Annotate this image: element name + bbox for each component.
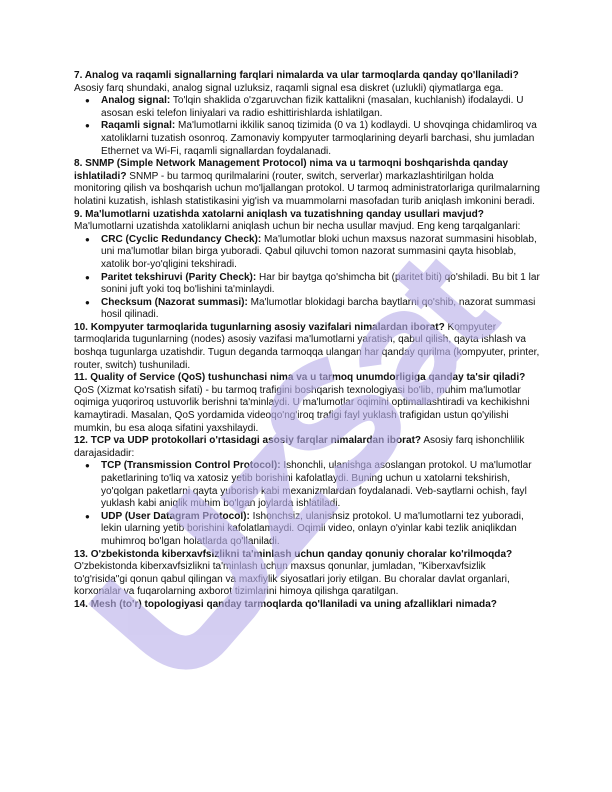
question-13-text: O'zbekistonda kiberxavfsizlikni ta'minlash uchun maxsus qonunlar, jumladan, "Kiberxavfsizlik to'g'risida"gi qonun qabul qilingan va maxfiylik siyosatlari joriy etilgan. Bu choralar davlat organlari, korxonalar va fuqarolarning axborot tizimlarini himoya qilishga qaratilgan. bbox=[74, 561, 510, 598]
question-10-title: 10. Kompyuter tarmoqlarida tugunlarning asosiy vazifalari nimalardan iborat? bbox=[74, 321, 445, 333]
list-item bbox=[101, 272, 540, 297]
list-item-term: Raqamli signal: bbox=[101, 120, 176, 132]
question-12-text: Asosiy farq ishonchlilik darajasidadir: bbox=[74, 435, 525, 459]
list-item-text: To'lqin shaklida o'zgaruvchan fizik kattalikni (masalan, kuchlanish) ifodalaydi. U asosan eski telefon liniyalari va radio eshittirishlarda ishlatilgan. bbox=[101, 95, 524, 119]
question-7-text: Asosiy farq shundaki, analog signal uzluksiz, raqamli signal esa diskret (uzlukli) qiymatlarga ega. bbox=[74, 82, 504, 94]
question-13 bbox=[74, 549, 540, 599]
list-item-term: CRC (Cyclic Redundancy Check): bbox=[101, 233, 262, 245]
question-8 bbox=[74, 158, 540, 208]
question-13-title: 13. O'zbekistonda kiberxavfsizlikni ta'minlash uchun qanday qonuniy choralar ko'rilmoqda? bbox=[74, 548, 513, 560]
list-item bbox=[101, 460, 540, 510]
question-11-text: QoS (Xizmat ko'rsatish sifati) - bu tarmoq trafigini boshqarish texnologiyasi bo'lib, muhim ma'lumotlar oqimiga yuqoriroq ustuvorlik berishni ta'minlaydi. U ma'lumotlar oqimini optimallashtiradi va kechikishni kamaytiradi. Masalan, QoS yordamida videoqo'ng'iroq trafigi fayl yuklash trafigidan ustun qo'yilishi mumkin, bu esa aloqa sifatini yaxshilaydi. bbox=[74, 384, 530, 434]
question-9-text: Ma'lumotlarni uzatishda xatoliklarni aniqlash uchun bir necha usullar mavjud. Eng keng tarqalganlari: bbox=[74, 221, 521, 233]
list-item bbox=[101, 234, 540, 272]
question-9 bbox=[74, 209, 540, 234]
question-7-title: 7. Analog va raqamli signallarning farqlari nimalarda va ular tarmoqlarda qanday qo'llaniladi? bbox=[74, 70, 519, 81]
question-12-title: 12. TCP va UDP protokollari o'rtasidagi asosiy farqlar nimalardan iborat? bbox=[74, 435, 422, 447]
question-12-list bbox=[74, 460, 540, 548]
list-item-text: Ma'lumotlar bloki uchun maxsus nazorat summasini hisoblab, uni ma'lumotlar bilan birga yuboradi. Qabul qiluvchi tomon nazorat summasini qayta hisoblab, xatolik bor-yo'qligini tekshiradi. bbox=[101, 233, 537, 270]
list-item bbox=[101, 297, 540, 322]
list-item-text: Ma'lumotlarni ikkilik sanoq tizimida (0 va 1) kodlaydi. U shovqinga chidamliroq va xatoliklarni tuzatish osonroq. Zamonaviy kompyuter tarmoqlarining deyarli barchasi, shu jumladan Ethernet va Wi-Fi, raqamli signallardan foydalanadi. bbox=[101, 120, 537, 157]
question-14-title: 14. Mesh (to'r) topologiyasi qanday tarmoqlarda qo'llaniladi va uning afzalliklari nimada? bbox=[74, 598, 497, 610]
question-11-title: 11. Quality of Service (QoS) tushunchasi nima va u tarmoq unumdorligiga qanday ta'sir qiladi? bbox=[74, 372, 526, 384]
question-8-text: SNMP - bu tarmoq qurilmalarini (router, switch, serverlar) markazlashtirilgan holda monitoring qilish va boshqarish uchun mo'ljallangan protokol. U tarmoq administratorlariga qurilmalarning holatini kuzatish, ishlash statistikasini yig'ish va muammolarni masofadan turib aniqlash imkonini beradi. bbox=[74, 170, 540, 207]
list-item-term: UDP (User Datagram Protocol): bbox=[101, 510, 250, 522]
question-11 bbox=[74, 372, 540, 435]
question-10 bbox=[74, 322, 540, 372]
question-7 bbox=[74, 70, 540, 95]
question-9-title: 9. Ma'lumotlarni uzatishda xatolarni aniqlash va tuzatishning qanday usullari mavjud? bbox=[74, 208, 484, 220]
list-item bbox=[101, 511, 540, 549]
question-10-text: Kompyuter tarmoqlarida tugunlarning (nodes) asosiy vazifasi ma'lumotlarni yaratish, qabul qilish, qayta ishlash va boshqa tugunlarga uzatishdir. Tugun deganda tarmoqqa ulangan har qanday qurilma (kompyuter, printer, router, switch) tushuniladi. bbox=[74, 321, 540, 371]
list-item-term: Paritet tekshiruvi (Parity Check): bbox=[101, 271, 257, 283]
list-item-term: TCP (Transmission Control Protocol): bbox=[101, 460, 281, 472]
list-item-term: Analog signal: bbox=[101, 95, 171, 107]
list-item-term: Checksum (Nazorat summasi): bbox=[101, 296, 248, 308]
list-item-text: Har bir baytga qo'shimcha bit (paritet biti) qo'shiladi. Bu bit 1 lar sonini juft yoki toq bo'lishini ta'minlaydi. bbox=[101, 271, 540, 296]
question-7-list bbox=[74, 95, 540, 158]
question-12 bbox=[74, 435, 540, 460]
list-item-text: Ishonchsiz, ulanishsiz protokol. U ma'lumotlarni tez yuboradi, lekin ularning yetib borishini kafolatlamaydi. Oqimli video, onlayn o'yinlar kabi tezlik aniqlikdan muhimroq bo'lgan holatlarda qo'llaniladi. bbox=[101, 510, 524, 547]
document-body bbox=[74, 70, 540, 612]
list-item-text: Ma'lumotlar blokidagi barcha baytlarni qo'shib, nazorat summasi hosil qilinadi. bbox=[101, 296, 536, 321]
question-9-list bbox=[74, 234, 540, 322]
list-item-text: Ishonchli, ulanishga asoslangan protokol. U ma'lumotlar paketlarining to'liq va xatosiz yetib borishini kafolatlaydi. Buning uchun u xatolarni tekshirish, yo'qolgan paketlarni qayta yuborish kabi mexanizmlardan foydalanadi. Veb-saytlarni ochish, fayl yuklash kabi aniqlik muhim bo'lgan joylarda ishlatiladi. bbox=[101, 460, 532, 510]
list-item bbox=[101, 95, 540, 120]
question-8-title: 8. SNMP (Simple Network Management Protocol) nima va u tarmoqni boshqarishda qanday ishlatiladi? bbox=[74, 158, 509, 182]
question-14 bbox=[74, 599, 540, 612]
list-item bbox=[101, 120, 540, 158]
